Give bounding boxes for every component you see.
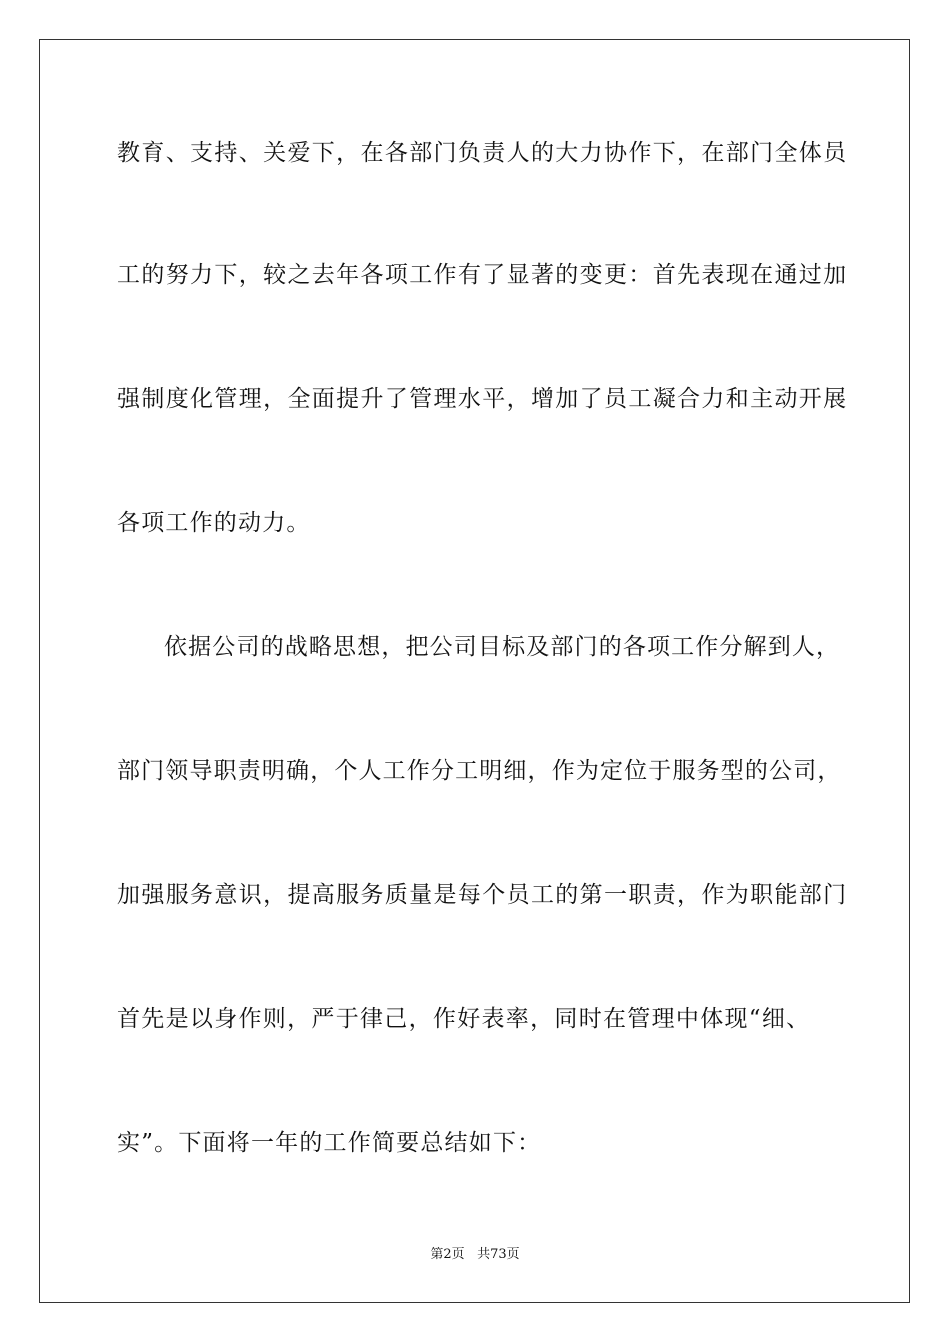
body-text-line-4: 各项工作的动力。 <box>117 510 311 536</box>
body-text-line-8: 首先是以身作则，严于律己，作好表率，同时在管理中体现“细、 <box>117 1006 811 1032</box>
page-total: 共73页 <box>477 1247 520 1262</box>
page-border <box>39 39 910 1303</box>
page-number: 第2页 <box>430 1247 465 1262</box>
body-text-line-2: 工的努力下，较之去年各项工作有了显著的变更：首先表现在通过加 <box>117 262 848 288</box>
footer-spacer <box>465 1247 477 1262</box>
page-footer <box>0 1247 950 1263</box>
body-text-line-6: 部门领导职责明确，个人工作分工明细，作为定位于服务型的公司， <box>117 758 842 784</box>
body-text-line-5: 依据公司的战略思想，把公司目标及部门的各项工作分解到人， <box>164 634 841 660</box>
body-text-line-9: 实”。下面将一年的工作简要总结如下： <box>117 1130 542 1156</box>
body-text-line-3: 强制度化管理，全面提升了管理水平，增加了员工凝合力和主动开展 <box>117 386 848 412</box>
body-text-line-7: 加强服务意识，提高服务质量是每个员工的第一职责，作为职能部门 <box>117 882 848 908</box>
body-text-line-1: 教育、支持、关爱下，在各部门负责人的大力协作下，在部门全体员 <box>117 140 848 166</box>
